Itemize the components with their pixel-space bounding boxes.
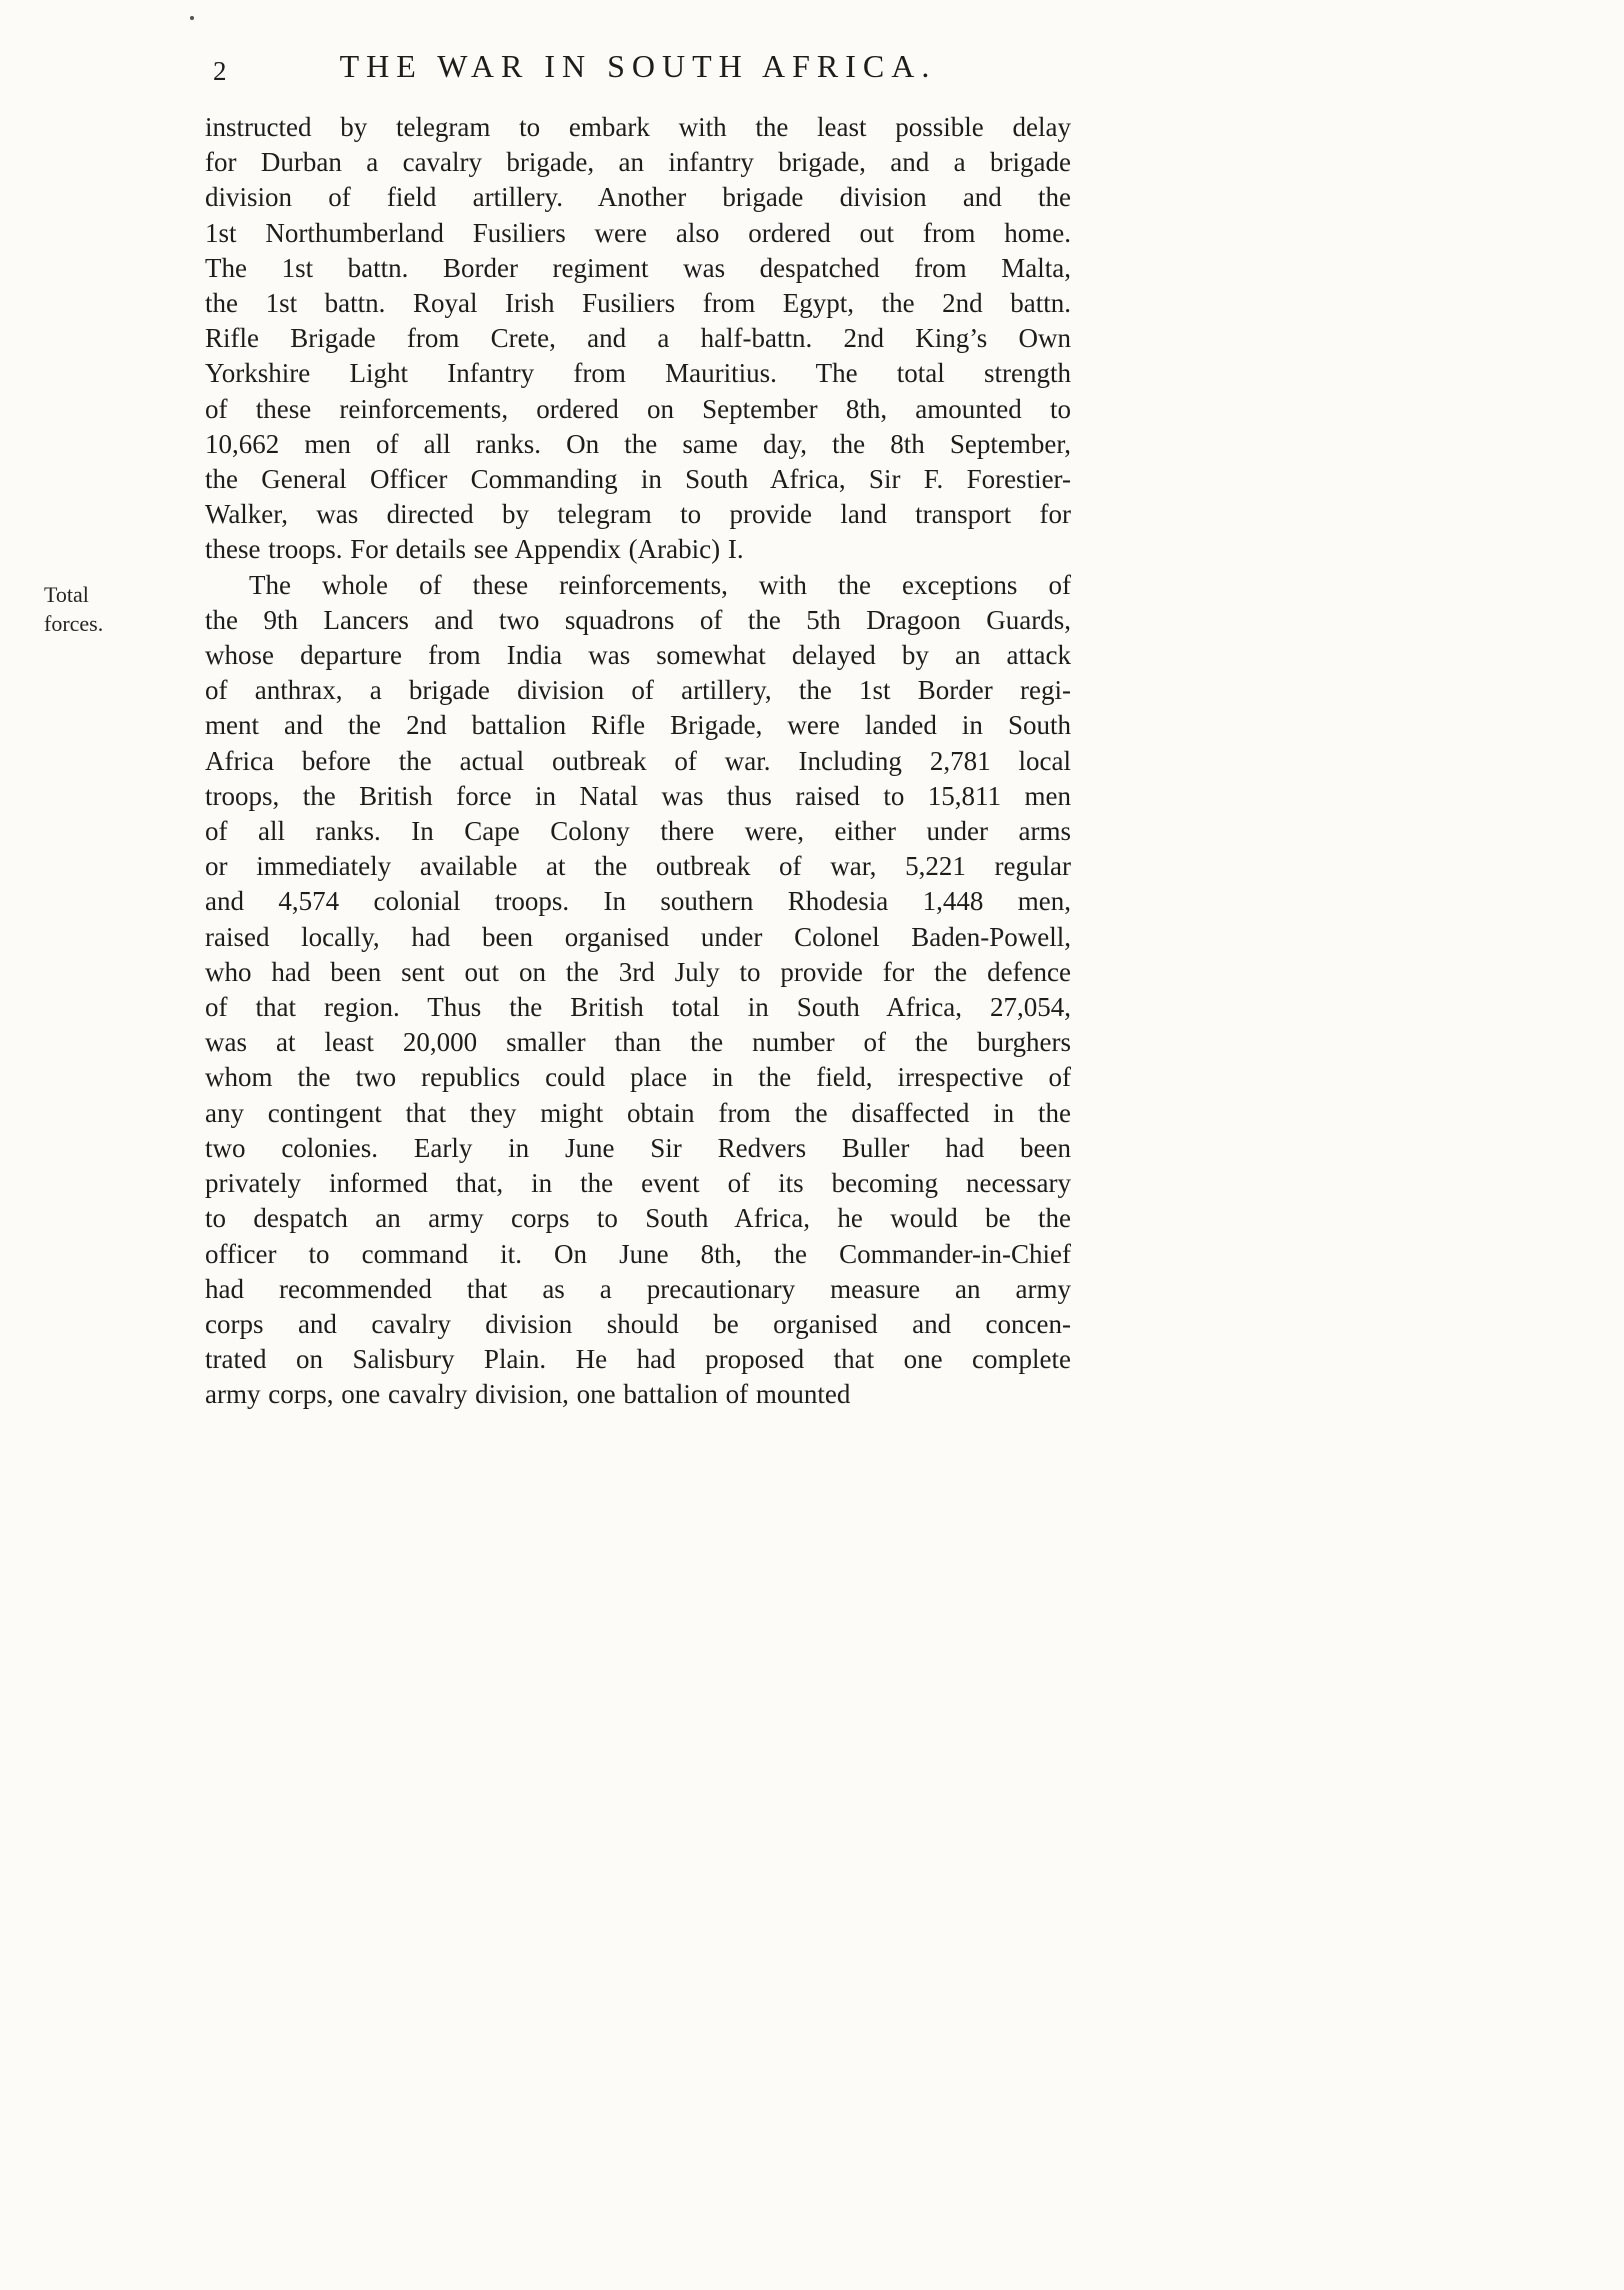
text-line: and 4,574 colonial troops. In southern Rhodesia 1,448 men, <box>205 886 1071 917</box>
text-line: 1st Northumberland Fusiliers were also ordered out from home. <box>205 217 1071 248</box>
text-line: of all ranks. In Cape Colony there were, either under arms <box>205 816 1071 847</box>
text-line: division of field artillery. Another brigade division and the <box>205 182 1071 213</box>
text-line: Africa before the actual outbreak of war. Including 2,781 local <box>205 745 1071 776</box>
text-line: the 9th Lancers and two squadrons of the 5th Dragoon Guards, <box>205 604 1071 635</box>
text-line: army corps, one cavalry division, one battalion of mounted <box>205 1379 851 1410</box>
text-line: ment and the 2nd battalion Rifle Brigade, were landed in South <box>205 710 1071 741</box>
text-line: corps and cavalry division should be organised and concen- <box>205 1308 1071 1339</box>
text-line: 10,662 men of all ranks. On the same day, the 8th September, <box>205 428 1071 459</box>
paragraph <box>205 110 1071 568</box>
text-line: Walker, was directed by telegram to provide land transport for <box>205 499 1071 530</box>
text-line: officer to command it. On June 8th, the Commander-in-Chief <box>205 1238 1071 1269</box>
text-line: Yorkshire Light Infantry from Mauritius. The total strength <box>205 358 1071 389</box>
text-line: to despatch an army corps to South Africa, he would be the <box>205 1203 1071 1234</box>
text-line: The 1st battn. Border regiment was despatched from Malta, <box>205 252 1071 283</box>
margin-note-line: forces. <box>44 611 104 636</box>
text-line: or immediately available at the outbreak of war, 5,221 regular <box>205 851 1071 882</box>
margin-note <box>44 580 103 638</box>
text-line: of anthrax, a brigade division of artillery, the 1st Border regi- <box>205 675 1071 706</box>
text-line: these troops. For details see Appendix (Arabic) I. <box>205 534 744 565</box>
text-line: who had been sent out on the 3rd July to provide for the defence <box>205 956 1071 987</box>
text-line: for Durban a cavalry brigade, an infantry brigade, and a brigade <box>205 147 1071 178</box>
text-line: whose departure from India was somewhat delayed by an attack <box>205 640 1071 671</box>
scan-artifact-dot <box>190 16 194 20</box>
text-line: Rifle Brigade from Crete, and a half-battn. 2nd King’s Own <box>205 323 1071 354</box>
text-line: any contingent that they might obtain from the disaffected in the <box>205 1097 1071 1128</box>
text-line: whom the two republics could place in the field, irrespective of <box>205 1062 1071 1093</box>
text-line: the General Officer Commanding in South Africa, Sir F. Forestier- <box>205 464 1071 495</box>
text-line: privately informed that, in the event of its becoming necessary <box>205 1168 1071 1199</box>
margin-note-line: Total <box>44 582 89 607</box>
text-line: raised locally, had been organised under Colonel Baden-Powell, <box>205 921 1071 952</box>
text-line: had recommended that as a precautionary measure an army <box>205 1273 1071 1304</box>
text-line: The whole of these reinforcements, with the exceptions of <box>249 569 1071 600</box>
body-text <box>205 110 1071 1413</box>
text-line: was at least 20,000 smaller than the number of the burghers <box>205 1027 1071 1058</box>
text-line: of these reinforcements, ordered on September 8th, amounted to <box>205 393 1071 424</box>
paragraph <box>205 568 1071 1413</box>
text-line: troops, the British force in Natal was thus raised to 15,811 men <box>205 780 1071 811</box>
text-line: the 1st battn. Royal Irish Fusiliers from Egypt, the 2nd battn. <box>205 288 1071 319</box>
page-number: 2 <box>213 56 228 86</box>
text-line: of that region. Thus the British total in South Africa, 27,054, <box>205 992 1071 1023</box>
text-line: instructed by telegram to embark with the least possible delay <box>205 112 1071 142</box>
text-line: trated on Salisbury Plain. He had proposed that one complete <box>205 1344 1071 1375</box>
running-header: THE WAR IN SOUTH AFRICA. <box>339 48 937 84</box>
text-line: two colonies. Early in June Sir Redvers Buller had been <box>205 1132 1071 1163</box>
